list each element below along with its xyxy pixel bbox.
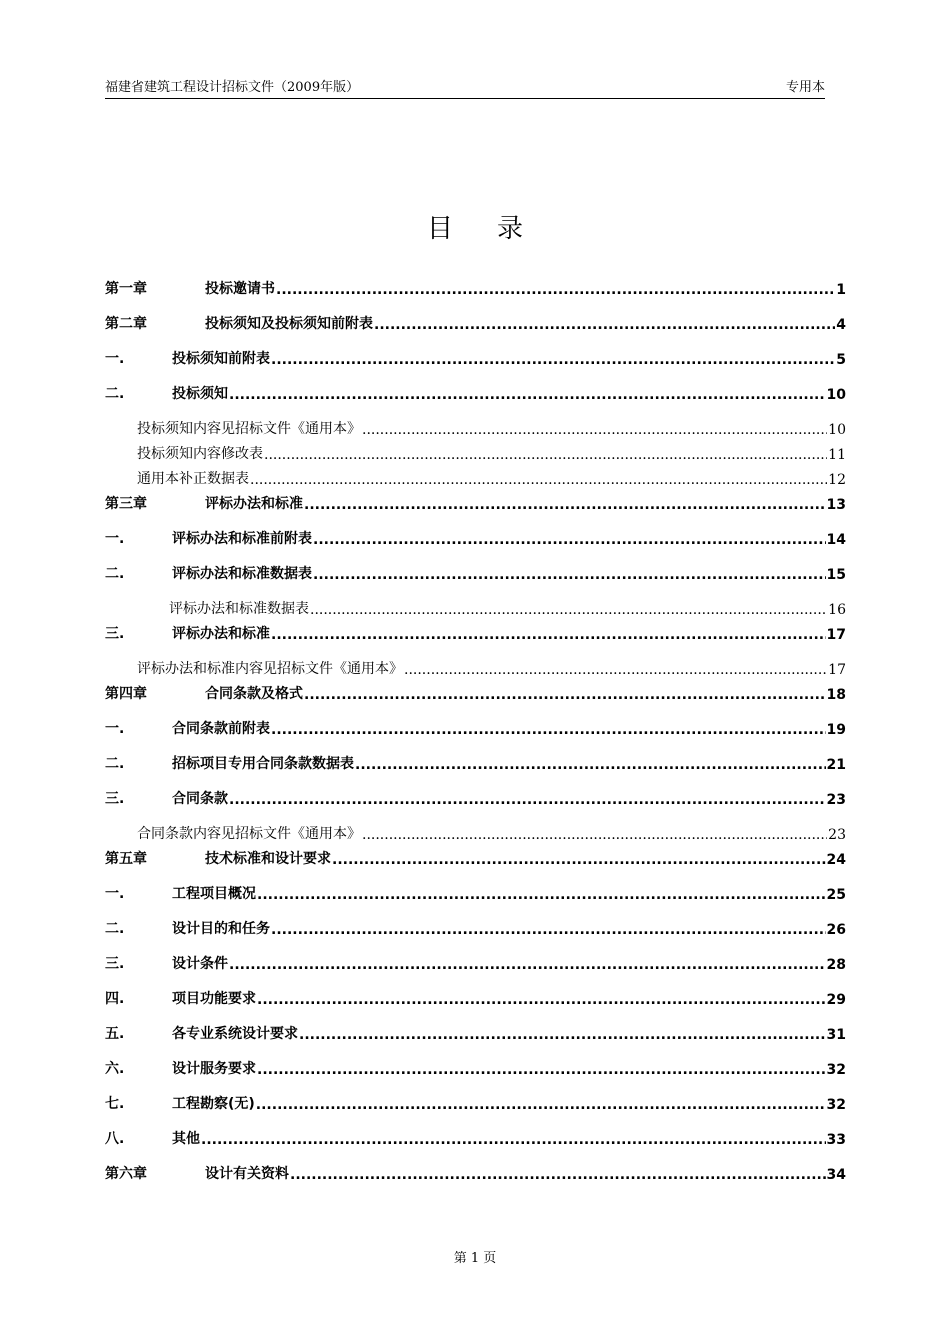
toc-entry[interactable] [169,596,846,618]
toc-entry-number: 六. [105,1061,125,1077]
toc-dot-leader [229,387,826,403]
toc-entry-label: 其他 [172,1131,200,1147]
toc-entry-label: 投标须知前附表 [172,351,270,367]
toc-entry-page: 15 [826,567,846,583]
toc-entry-number: 第四章 [105,686,147,702]
toc-dot-leader [257,992,826,1008]
toc-entry[interactable] [105,786,846,808]
toc-entry-number: 二. [105,921,125,937]
toc-entry-number: 一. [105,886,125,902]
toc-entry-label: 投标须知内容见招标文件《通用本》 [137,421,361,437]
toc-dot-leader [271,922,826,938]
toc-entry[interactable] [105,681,846,703]
toc-entry-number: 一. [105,721,125,737]
toc-entry-page: 17 [826,627,846,643]
toc-entry[interactable] [105,491,846,513]
toc-dot-leader [313,567,826,583]
toc-entry-number: 四. [105,991,125,1007]
toc-entry-label: 投标须知内容修改表 [137,446,263,462]
toc-dot-leader [257,1062,826,1078]
toc-entry-number: 第二章 [105,316,147,332]
toc-dot-leader [229,792,826,808]
toc-entry-label: 评标办法和标准 [205,496,303,512]
toc-entry-page: 4 [836,317,846,333]
toc-entry-label: 投标须知 [172,386,228,402]
toc-entry-label: 投标邀请书 [205,281,275,297]
toc-entry[interactable] [105,526,846,548]
toc-entry-label: 各专业系统设计要求 [172,1026,298,1042]
toc-dot-leader [229,957,826,973]
toc-entry-label: 工程勘察(无) [172,1096,255,1112]
header-title: 福建省建筑工程设计招标文件（2009年版） [105,80,360,95]
toc-dot-leader [271,627,826,643]
toc-entry-page: 10 [826,387,846,403]
toc-entry-label: 投标须知及投标须知前附表 [205,316,373,332]
toc-entry[interactable] [105,951,846,973]
toc-entry-page: 11 [828,447,846,463]
toc-entry-page: 25 [826,887,846,903]
toc-entry-label: 工程项目概况 [172,886,256,902]
toc-entry-page: 21 [826,757,846,773]
toc-entry[interactable] [137,416,846,438]
toc-dot-leader [256,1097,826,1113]
toc-dot-leader [304,497,826,513]
toc-entry-label: 技术标准和设计要求 [205,851,331,867]
toc-entry-page: 32 [826,1062,846,1078]
page-footer: 第 1 页 [453,1251,497,1266]
toc-entry[interactable] [137,466,846,488]
toc-entry[interactable] [105,1091,846,1113]
toc-entry-page: 29 [826,992,846,1008]
toc-entry-page: 23 [826,792,846,808]
toc-entry-page: 13 [826,497,846,513]
toc-entry-page: 5 [836,352,846,368]
toc-entry-label: 合同条款前附表 [172,721,270,737]
toc-entry-number: 三. [105,956,125,972]
toc-entry-label: 招标项目专用合同条款数据表 [172,756,354,772]
toc-dot-leader [304,687,826,703]
toc-entry-label: 评标办法和标准数据表 [172,566,312,582]
toc-entry-page: 28 [826,957,846,973]
toc-dot-leader [276,282,835,298]
toc-dot-leader [264,447,827,463]
page-title: 目录 [426,214,567,244]
toc-entry-number: 二. [105,566,125,582]
toc-entry[interactable] [105,716,846,738]
toc-entry[interactable] [105,381,846,403]
toc-entry-page: 34 [826,1167,846,1183]
toc-entry[interactable] [105,751,846,773]
toc-entry[interactable] [105,1126,846,1148]
toc-entry-page: 33 [826,1132,846,1148]
toc-entry[interactable] [105,986,846,1008]
toc-entry[interactable] [105,881,846,903]
toc-entry-number: 一. [105,351,125,367]
toc-entry[interactable] [137,656,846,678]
header-edition: 专用本 [785,80,825,95]
toc-dot-leader [310,602,827,618]
toc-entry-label: 合同条款及格式 [205,686,303,702]
toc-entry-page: 23 [828,827,846,843]
toc-entry-page: 17 [828,662,846,678]
toc-entry-page: 19 [826,722,846,738]
toc-dot-leader [201,1132,826,1148]
toc-entry-page: 16 [828,602,846,618]
toc-entry-page: 31 [826,1027,846,1043]
toc-entry-page: 1 [836,282,846,298]
toc-entry-number: 第六章 [105,1166,147,1182]
toc-entry[interactable] [105,1056,846,1078]
toc-entry-number: 二. [105,756,125,772]
toc-entry-label: 通用本补正数据表 [137,471,249,487]
toc-entry-number: 三. [105,791,125,807]
toc-entry[interactable] [105,276,846,298]
toc-dot-leader [271,352,835,368]
toc-entry-label: 合同条款 [172,791,228,807]
toc-entry-number: 八. [105,1131,125,1147]
toc-entry-label: 设计服务要求 [172,1061,256,1077]
toc-dot-leader [290,1167,826,1183]
toc-entry-page: 10 [828,422,846,438]
toc-dot-leader [362,827,827,843]
toc-entry[interactable] [105,621,846,643]
toc-entry-label: 评标办法和标准数据表 [169,601,309,617]
toc-entry[interactable] [105,346,846,368]
toc-entry-page: 32 [826,1097,846,1113]
toc-entry-label: 评标办法和标准前附表 [172,531,312,547]
toc-entry[interactable] [105,846,846,868]
toc-dot-leader [404,662,827,678]
toc-entry-number: 一. [105,531,125,547]
toc-entry-label: 设计有关资料 [205,1166,289,1182]
toc-dot-leader [374,317,835,333]
toc-entry[interactable] [137,441,846,463]
toc-entry-label: 评标办法和标准内容见招标文件《通用本》 [137,661,403,677]
toc-entry-label: 合同条款内容见招标文件《通用本》 [137,826,361,842]
toc-entry-label: 评标办法和标准 [172,626,270,642]
toc-entry[interactable] [105,561,846,583]
toc-entry-number: 第五章 [105,851,147,867]
toc-entry-number: 二. [105,386,125,402]
toc-dot-leader [355,757,826,773]
toc-dot-leader [271,722,826,738]
toc-dot-leader [332,852,826,868]
toc-entry-number: 第一章 [105,281,147,297]
toc-entry-page: 24 [826,852,846,868]
toc-entry[interactable] [105,916,846,938]
toc-entry-number: 五. [105,1026,125,1042]
toc-entry-label: 设计目的和任务 [172,921,270,937]
toc-entry[interactable] [137,821,846,843]
toc-dot-leader [299,1027,826,1043]
toc-entry-page: 26 [826,922,846,938]
toc-entry-page: 14 [826,532,846,548]
toc-dot-leader [362,422,827,438]
toc-dot-leader [257,887,826,903]
toc-entry[interactable] [105,1161,846,1183]
toc-entry-label: 设计条件 [172,956,228,972]
toc-entry-label: 项目功能要求 [172,991,256,1007]
toc-entry[interactable] [105,1021,846,1043]
toc-entry-number: 七. [105,1096,125,1112]
toc-entry-number: 第三章 [105,496,147,512]
toc-entry-page: 18 [826,687,846,703]
toc-entry[interactable] [105,311,846,333]
toc-dot-leader [313,532,826,548]
toc-entry-number: 三. [105,626,125,642]
toc-entry-page: 12 [828,472,846,488]
page-header [105,80,825,99]
toc-dot-leader [250,472,827,488]
